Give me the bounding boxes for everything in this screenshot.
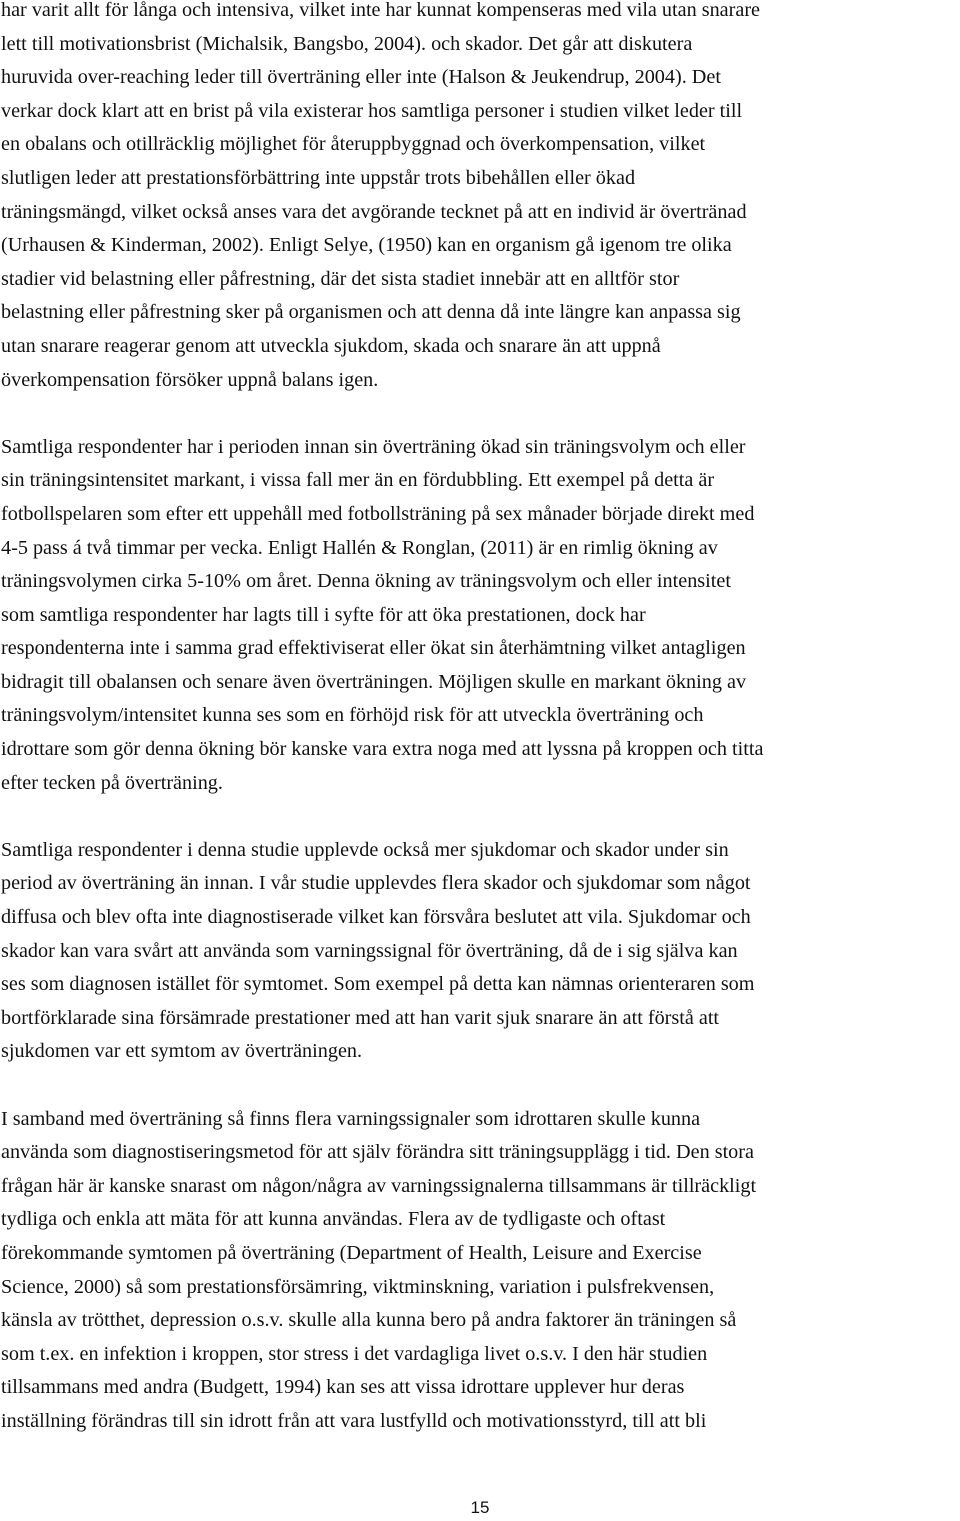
text-line: huruvida over-reaching leder till överträning eller inte (Halson & Jeukendrup, 2004). Det (1, 66, 721, 89)
text-line: som t.ex. en infektion i kroppen, stor stress i det vardagliga livet o.s.v. I den här studien (1, 1342, 708, 1365)
text-line: belastning eller påfrestning sker på organismen och att denna då inte längre kan anpassa sig (1, 301, 741, 324)
body-text (1, 0, 951, 1439)
text-line: fotbollspelaren som efter ett uppehåll med fotbollsträning på sex månader började direkt med (1, 502, 755, 525)
text-line: bidragit till obalansen och senare även överträningen. Möjligen skulle en markant ökning av (1, 670, 747, 693)
text-line: period av överträning än innan. I vår studie upplevdes flera skador och sjukdomar som något (1, 872, 751, 895)
text-line: tillsammans med andra (Budgett, 1994) kan ses att vissa idrottare upplever hur deras (1, 1376, 685, 1399)
text-line: I samband med överträning så finns flera varningssignaler som idrottaren skulle kunna (1, 1107, 701, 1130)
text-line: Samtliga respondenter i denna studie upplevde också mer sjukdomar och skador under sin (1, 838, 729, 861)
text-line: träningsvolym/intensitet kunna ses som en förhöjd risk för att utveckla överträning och (1, 704, 704, 727)
text-line: känsla av trötthet, depression o.s.v. skulle alla kunna bero på andra faktorer än träningen så (1, 1309, 737, 1332)
text-line: sin träningsintensitet markant, i vissa fall mer än en fördubbling. Ett exempel på detta är (1, 469, 715, 492)
text-line: Science, 2000) så som prestationsförsämring, viktminskning, variation i pulsfrekvensen, (1, 1275, 715, 1298)
text-line: bortförklarade sina försämrade prestationer med att han varit sjuk snarare än att förstå att (1, 1006, 720, 1029)
paragraph (1, 1103, 951, 1439)
text-line: idrottare som gör denna ökning bör kanske vara extra noga med att lyssna på kroppen och titta (1, 738, 764, 761)
text-line: stadier vid belastning eller påfrestning, där det sista stadiet innebär att en alltför stor (1, 267, 680, 290)
text-line: inställning förändras till sin idrott från att vara lustfylld och motivationsstyrd, till att bli (1, 1409, 707, 1432)
text-line: Samtliga respondenter har i perioden innan sin överträning ökad sin träningsvolym och eller (1, 435, 746, 458)
text-line: förekommande symtomen på överträning (Department of Health, Leisure and Exercise (1, 1241, 702, 1264)
paragraph-gap (1, 800, 951, 834)
text-line: överkompensation försöker uppnå balans igen. (1, 368, 379, 391)
paragraph-gap (1, 397, 951, 431)
text-line: (Urhausen & Kinderman, 2002). Enligt Selye, (1950) kan en organism gå igenom tre olika (1, 234, 732, 257)
text-line: träningsmängd, vilket också anses vara det avgörande tecknet på att en individ är övertränad (1, 200, 747, 223)
text-line: använda som diagnostiseringsmetod för att själv förändra sitt träningsupplägg i tid. Den stora (1, 1141, 754, 1164)
text-line: diffusa och blev ofta inte diagnostiserade vilket kan försvåra beslutet att vila. Sjukdomar och (1, 906, 751, 929)
text-line: lett till motivationsbrist (Michalsik, Bangsbo, 2004). och skador. Det går att diskutera (1, 32, 693, 55)
paragraph (1, 431, 951, 801)
text-line: skador kan vara svårt att använda som varningssignal för överträning, då de i sig själva kan (1, 939, 738, 962)
paragraph (1, 0, 951, 397)
text-line: en obalans och otillräcklig möjlighet för återuppbyggnad och överkompensation, vilket (1, 133, 706, 156)
text-line: respondenterna inte i samma grad effektiviserat eller ökat sin återhämtning vilket antagligen (1, 637, 746, 660)
text-line: utan snarare reagerar genom att utveckla sjukdom, skada och snarare än att uppnå (1, 334, 661, 357)
text-line: träningsvolymen cirka 5-10% om året. Denna ökning av träningsvolym och eller intensitet (1, 570, 731, 593)
text-line: ses som diagnosen istället för symtomet. Som exempel på detta kan nämnas orienteraren som (1, 973, 755, 996)
text-line: efter tecken på överträning. (1, 771, 223, 794)
text-line: som samtliga respondenter har lagts till i syfte för att öka prestationen, dock har (1, 603, 646, 626)
text-line: frågan här är kanske snarast om någon/några av varningssignalerna tillsammans är tillräckligt (1, 1174, 757, 1197)
text-line: sjukdomen var ett symtom av överträningen. (1, 1040, 363, 1063)
text-line: verkar dock klart att en brist på vila existerar hos samtliga personer i studien vilket leder till (1, 99, 743, 122)
text-line: 4-5 pass á två timmar per vecka. Enligt Hallén & Ronglan, (2011) är en rimlig ökning av (1, 536, 718, 559)
text-line: har varit allt för långa och intensiva, vilket inte har kunnat kompenseras med vila utan snarare (1, 0, 761, 21)
text-line: slutligen leder att prestationsförbättring inte uppstår trots bibehållen eller ökad (1, 166, 636, 189)
page-number: 15 (470, 1498, 490, 1517)
paragraph-gap (1, 1069, 951, 1103)
text-line: tydliga och enkla att mäta för att kunna användas. Flera av de tydligaste och oftast (1, 1208, 666, 1231)
paragraph (1, 834, 951, 1069)
